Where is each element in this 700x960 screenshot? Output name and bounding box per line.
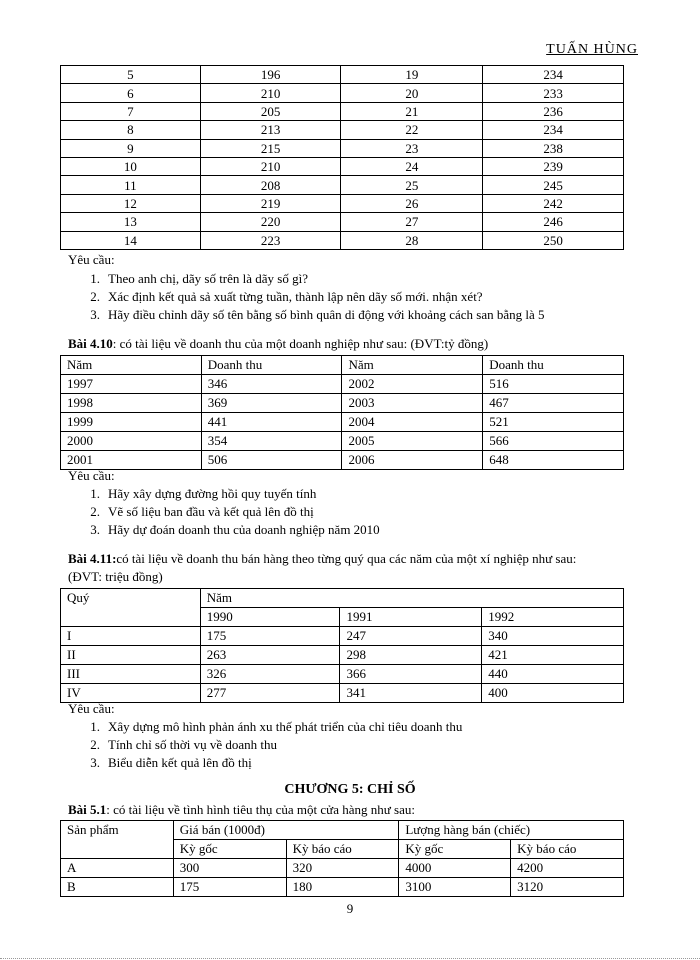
table-cell: 1999 — [61, 413, 202, 432]
table-cell: II — [61, 646, 201, 665]
table-row — [61, 394, 624, 413]
list-item: 2. Xác định kết quả sả xuất từng tuần, thành lập nên dãy số mới. nhận xét? — [90, 289, 483, 304]
table-cell: 10 — [61, 157, 201, 175]
table-weekly-data — [60, 65, 624, 250]
table-cell: 440 — [482, 665, 624, 684]
table-cell: 13 — [61, 213, 201, 231]
table-cell: 19 — [341, 66, 483, 84]
table-cell: 5 — [61, 66, 201, 84]
table-cell: 247 — [340, 627, 482, 646]
list-item: 1. Theo anh chị, dãy số trên là dãy số gì? — [90, 271, 308, 286]
table-cell: 320 — [286, 859, 399, 878]
table-cell: 234 — [483, 66, 624, 84]
bai410-heading: Bài 4.10: có tài liệu về doanh thu của một doanh nghiệp như sau: (ĐVT:tỷ đồng) — [68, 336, 489, 351]
table-cell: 234 — [483, 121, 624, 139]
table-cell: 341 — [340, 684, 482, 703]
table-cell: 648 — [483, 451, 624, 470]
req1-list — [80, 270, 545, 324]
table-cell: 27 — [341, 213, 483, 231]
table-cell: 210 — [200, 157, 341, 175]
table-cell: 2005 — [342, 432, 483, 451]
page-number: 9 — [346, 901, 354, 916]
list-item: 1. Xây dựng mô hình phản ánh xu thế phát triển của chỉ tiêu doanh thu — [90, 719, 463, 734]
table-row — [61, 194, 624, 212]
table-cell: 175 — [173, 878, 286, 897]
header-cell: Năm — [342, 356, 483, 375]
table-row — [61, 859, 624, 878]
table-row — [61, 102, 624, 120]
sub-header: Kỳ gốc — [399, 840, 511, 859]
table-cell: 175 — [200, 627, 340, 646]
year-cell: 1992 — [482, 608, 624, 627]
table-cell: 2000 — [61, 432, 202, 451]
table-cell: 219 — [200, 194, 341, 212]
col-nam: Năm — [200, 589, 623, 608]
table-cell: 300 — [173, 859, 286, 878]
table-row — [61, 878, 624, 897]
table-cell: 26 — [341, 194, 483, 212]
col-price: Giá bán (1000đ) — [173, 821, 399, 840]
table-row — [61, 66, 624, 84]
col-product: Sản phẩm — [61, 821, 174, 859]
table-cell: 516 — [483, 375, 624, 394]
table-cell: 7 — [61, 102, 201, 120]
table-cell: 6 — [61, 84, 201, 102]
year-cell: 1991 — [340, 608, 482, 627]
table-cell: 298 — [340, 646, 482, 665]
table-row — [61, 213, 624, 231]
table-row — [61, 375, 624, 394]
table-cell: 208 — [200, 176, 341, 194]
table-row — [61, 157, 624, 175]
bai51-heading: Bài 5.1: có tài liệu về tình hình tiêu thụ của một cửa hàng như sau: — [68, 802, 415, 817]
year-cell: 1990 — [200, 608, 340, 627]
table-cell: 24 — [341, 157, 483, 175]
table-row — [61, 665, 624, 684]
table-cell: I — [61, 627, 201, 646]
table-cell: 3100 — [399, 878, 511, 897]
header-cell: Doanh thu — [483, 356, 624, 375]
table-revenue-quarterly — [60, 588, 624, 703]
table-cell: 400 — [482, 684, 624, 703]
table-cell: 521 — [483, 413, 624, 432]
table-cell: 205 — [200, 102, 341, 120]
table-cell: 2001 — [61, 451, 202, 470]
table-cell: 1997 — [61, 375, 202, 394]
table-header-row — [61, 356, 624, 375]
table-cell: A — [61, 859, 174, 878]
bai411-unit: (ĐVT: triệu đồng) — [68, 569, 163, 584]
table-cell: 9 — [61, 139, 201, 157]
table-cell: IV — [61, 684, 201, 703]
table-row — [61, 451, 624, 470]
table-cell: 22 — [341, 121, 483, 139]
table-cell: 236 — [483, 102, 624, 120]
header-cell: Năm — [61, 356, 202, 375]
table-cell: 354 — [201, 432, 342, 451]
col-qty: Lượng hàng bán (chiếc) — [399, 821, 624, 840]
table-row — [61, 231, 624, 249]
table-cell: 23 — [341, 139, 483, 157]
table-sales — [60, 820, 624, 897]
list-item: 3. Hãy điều chỉnh dãy số tên bằng số bình quân di động với khoảng cách san bằng là 5 — [90, 307, 545, 322]
table-revenue-yearly — [60, 355, 624, 470]
table-cell: 263 — [200, 646, 340, 665]
table-cell: 25 — [341, 176, 483, 194]
table-cell: 340 — [482, 627, 624, 646]
sub-header: Kỳ báo cáo — [286, 840, 399, 859]
table-cell: 369 — [201, 394, 342, 413]
bai411-req-list — [80, 718, 462, 772]
bai411-req-label: Yêu cầu: — [68, 701, 115, 716]
sub-header: Kỳ gốc — [173, 840, 286, 859]
table-cell: 2006 — [342, 451, 483, 470]
table-cell: 21 — [341, 102, 483, 120]
table-cell: 215 — [200, 139, 341, 157]
table-cell: 28 — [341, 231, 483, 249]
table-cell: 2003 — [342, 394, 483, 413]
table-cell: 8 — [61, 121, 201, 139]
table-cell: 20 — [341, 84, 483, 102]
list-item: 2. Tính chỉ số thời vụ về doanh thu — [90, 737, 277, 752]
table-row — [61, 413, 624, 432]
list-item: 1. Hãy xây dựng đường hồi quy tuyến tính — [90, 486, 317, 501]
table-cell: III — [61, 665, 201, 684]
table-cell: 366 — [340, 665, 482, 684]
table-cell: 245 — [483, 176, 624, 194]
table-cell: 180 — [286, 878, 399, 897]
table-cell: 566 — [483, 432, 624, 451]
table-row — [61, 646, 624, 665]
table-cell: 2004 — [342, 413, 483, 432]
table-cell: 346 — [201, 375, 342, 394]
table-cell: 277 — [200, 684, 340, 703]
table-cell: 213 — [200, 121, 341, 139]
table-cell: 233 — [483, 84, 624, 102]
header-cell: Doanh thu — [201, 356, 342, 375]
table-row — [61, 84, 624, 102]
table-cell: 506 — [201, 451, 342, 470]
table-cell: 2002 — [342, 375, 483, 394]
chapter-title: CHƯƠNG 5: CHỈ SỐ — [284, 782, 416, 797]
table-row — [61, 176, 624, 194]
table-cell: B — [61, 878, 174, 897]
table-cell: 11 — [61, 176, 201, 194]
table-row — [61, 121, 624, 139]
table-cell: 220 — [200, 213, 341, 231]
table-cell: 223 — [200, 231, 341, 249]
list-item: 2. Vẽ số liệu ban đầu và kết quả lên đồ thị — [90, 504, 314, 519]
col-quy: Quý — [61, 589, 201, 627]
table-cell: 12 — [61, 194, 201, 212]
table-row — [61, 627, 624, 646]
table-row — [61, 139, 624, 157]
table-cell: 242 — [483, 194, 624, 212]
bai411-heading: Bài 4.11:có tài liệu về doanh thu bán hàng theo từng quý qua các năm của một xí nghiệp như sau: — [68, 551, 577, 566]
table-cell: 326 — [200, 665, 340, 684]
sub-header: Kỳ báo cáo — [511, 840, 624, 859]
table-cell: 14 — [61, 231, 201, 249]
author-header: TUẤN HÙNG — [546, 42, 638, 57]
req1-label: Yêu cầu: — [68, 252, 115, 267]
table-cell: 246 — [483, 213, 624, 231]
bai410-req-list — [80, 485, 380, 539]
table-cell: 441 — [201, 413, 342, 432]
table-cell: 238 — [483, 139, 624, 157]
table-cell: 210 — [200, 84, 341, 102]
table-cell: 467 — [483, 394, 624, 413]
page-edge — [0, 958, 700, 959]
table-cell: 4000 — [399, 859, 511, 878]
bai410-req-label: Yêu cầu: — [68, 468, 115, 483]
table-cell: 239 — [483, 157, 624, 175]
table-cell: 4200 — [511, 859, 624, 878]
list-item: 3. Biểu diễn kết quả lên đồ thị — [90, 755, 252, 770]
table-cell: 1998 — [61, 394, 202, 413]
table-cell: 421 — [482, 646, 624, 665]
table-row — [61, 684, 624, 703]
table-cell: 250 — [483, 231, 624, 249]
table-cell: 196 — [200, 66, 341, 84]
table-row — [61, 432, 624, 451]
table-cell: 3120 — [511, 878, 624, 897]
list-item: 3. Hãy dự đoán doanh thu của doanh nghiệp năm 2010 — [90, 522, 380, 537]
